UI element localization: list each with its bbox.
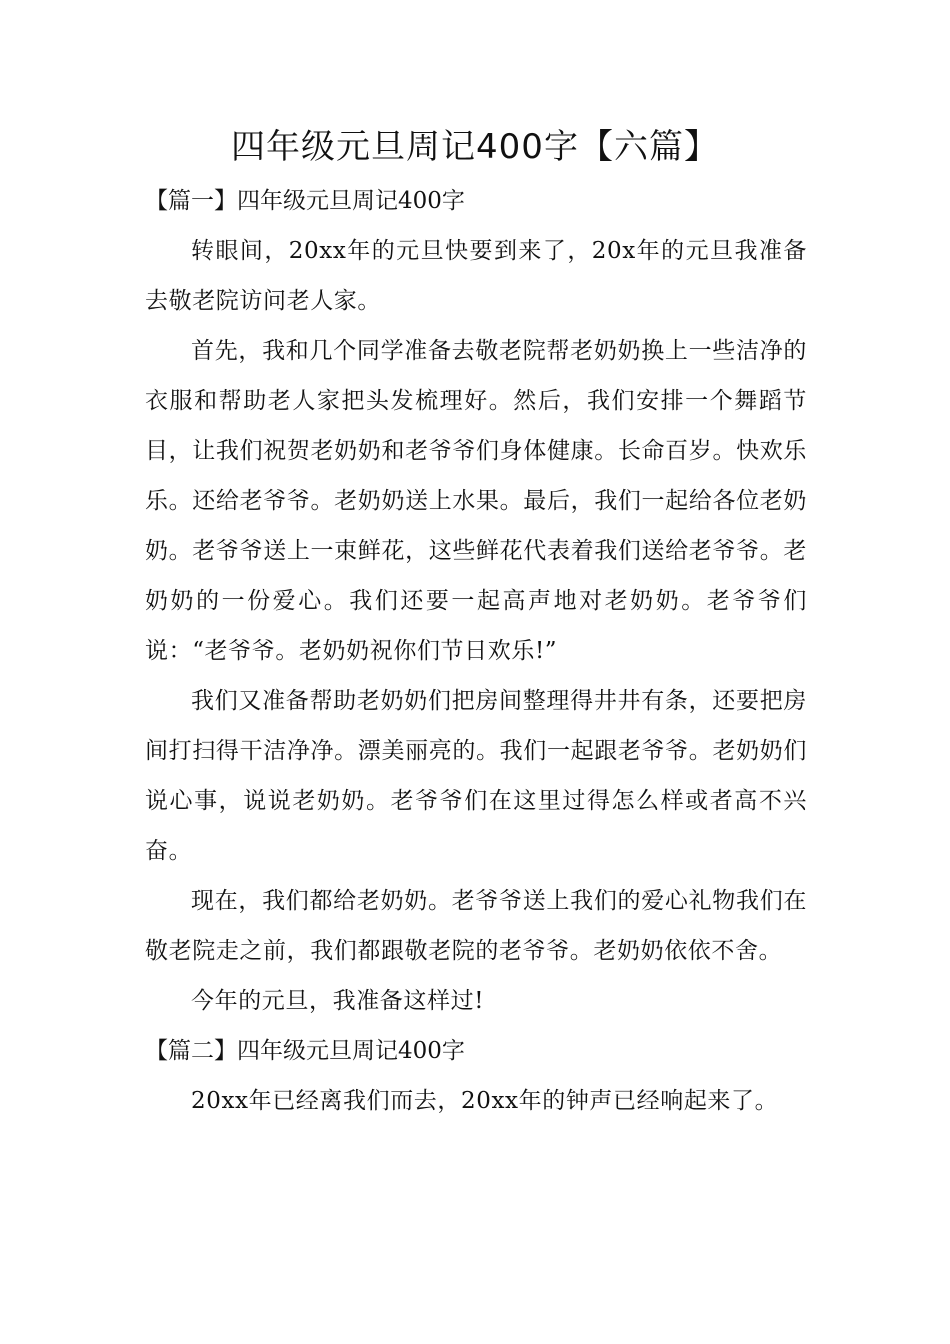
section-heading: 【篇二】四年级元旦周记400字 <box>145 1038 465 1064</box>
paragraph: 转眼间，20xx年的元旦快要到来了，20x年的元旦我准备去敬老院访问老人家。 <box>145 238 807 314</box>
paragraph: 我们又准备帮助老奶奶们把房间整理得井井有条，还要把房间打扫得干洁净净。漂美丽亮的。我们一起跟老爷爷。老奶奶们说心事，说说老奶奶。老爷爷们在这里过得怎么样或者高不兴奋。 <box>145 688 807 864</box>
section-heading: 【篇一】四年级元旦周记400字 <box>145 188 465 214</box>
paragraph: 首先，我和几个同学准备去敬老院帮老奶奶换上一些洁净的衣服和帮助老人家把头发梳理好。然后，我们安排一个舞蹈节目，让我们祝贺老奶奶和老爷爷们身体健康。长命百岁。快欢乐乐。还给老爷爷。老奶奶送上水果。最后，我们一起给各位老奶奶。老爷爷送上一束鲜花，这些鲜花代表着我们送给老爷爷。老奶奶的一份爱心。我们还要一起高声地对老奶奶。老爷爷们说：“老爷爷。老奶奶祝你们节日欢乐!” <box>145 338 807 664</box>
paragraph: 20xx年已经离我们而去，20xx年的钟声已经响起来了。 <box>191 1088 779 1114</box>
paragraph: 现在，我们都给老奶奶。老爷爷送上我们的爱心礼物我们在敬老院走之前，我们都跟敬老院的老爷爷。老奶奶依依不舍。 <box>145 888 807 964</box>
document-title: 四年级元旦周记400字【六篇】 <box>231 127 719 167</box>
paragraph: 今年的元旦，我准备这样过! <box>191 988 485 1014</box>
document-body <box>145 176 807 1126</box>
section-2 <box>145 1026 807 1126</box>
section-1 <box>145 176 807 1026</box>
